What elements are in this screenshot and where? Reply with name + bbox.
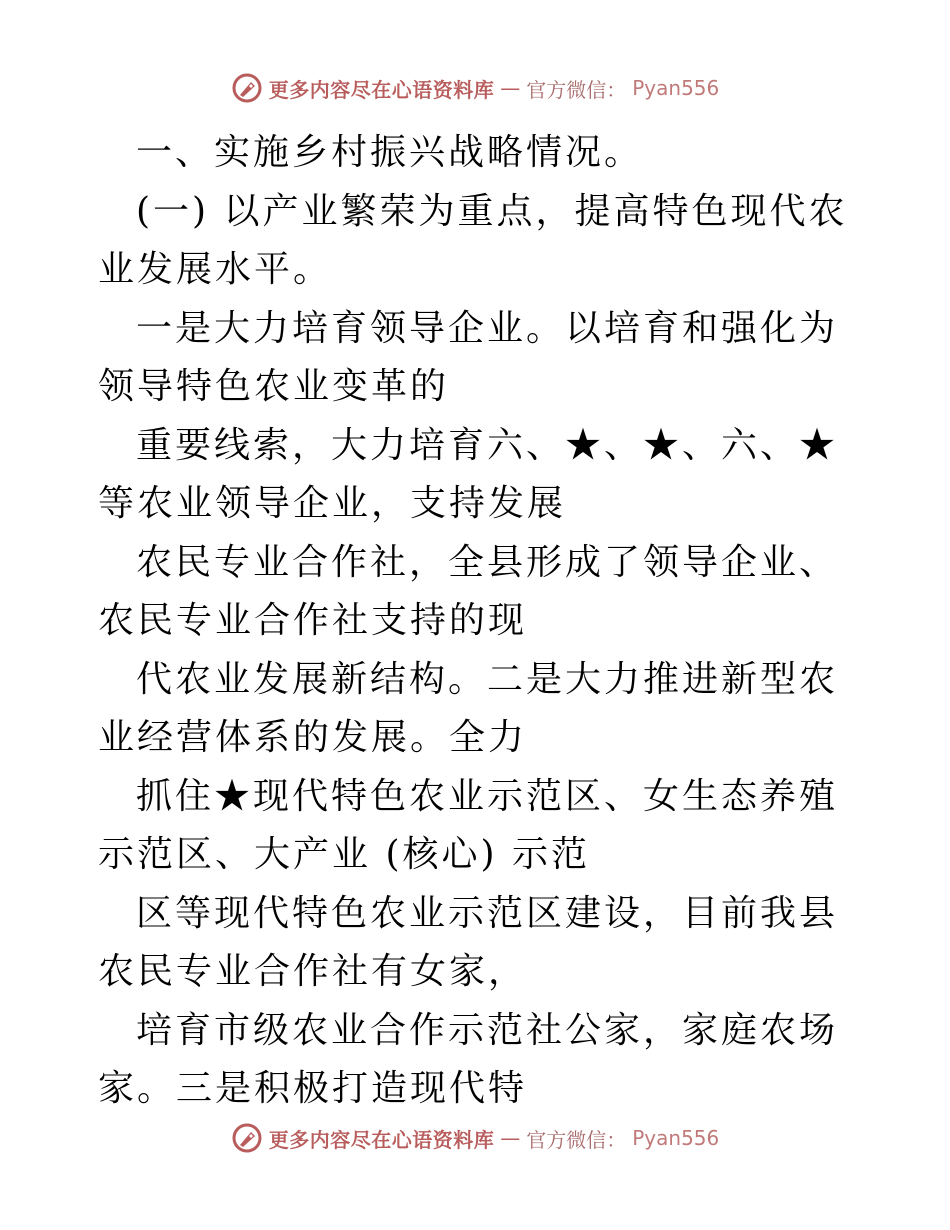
footer-site-text: 更多内容尽在心语资料库 — [268, 1127, 495, 1152]
subsection-heading: (一) 以产业繁荣为重点，提高特色现代农业发展水平。 — [98, 190, 848, 290]
footer-separator: — — [500, 1126, 521, 1150]
header-banner — [0, 72, 950, 104]
header-separator: — — [500, 76, 521, 100]
body-paragraph: 重要线索，大力培育六、★、★、六、★等农业领导企业，支持发展 — [98, 424, 839, 524]
body-paragraph: 抓住★现代特色农业示范区、女生态养殖示范区、大产业 (核心) 示范 — [98, 775, 839, 875]
header-wechat-id: Pyan556 — [632, 76, 720, 100]
header-site-text: 更多内容尽在心语资料库 — [268, 77, 495, 102]
body-paragraph: 区等现代特色农业示范区建设，目前我县农民专业合作社有女家， — [98, 892, 839, 992]
document-body — [98, 124, 858, 1119]
body-paragraph: 培育市级农业合作示范社公家，家庭农场家。三是积极打造现代特 — [98, 1009, 839, 1109]
body-paragraph: 农民专业合作社，全县形成了领导企业、农民专业合作社支持的现 — [98, 541, 839, 641]
pen-nib-logo-icon — [231, 1122, 263, 1154]
body-paragraph: 代农业发展新结构。二是大力推进新型农业经营体系的发展。全力 — [98, 658, 839, 758]
footer-wechat-id: Pyan556 — [632, 1126, 720, 1150]
footer-banner — [0, 1122, 950, 1154]
footer-wechat-label: 官方微信： — [526, 1127, 627, 1152]
pen-nib-logo-icon — [231, 72, 263, 104]
header-wechat-label: 官方微信： — [526, 77, 627, 102]
section-heading: 一、实施乡村振兴战略情况。 — [136, 132, 644, 173]
body-paragraph: 一是大力培育领导企业。以培育和强化为领导特色农业变革的 — [98, 307, 839, 407]
